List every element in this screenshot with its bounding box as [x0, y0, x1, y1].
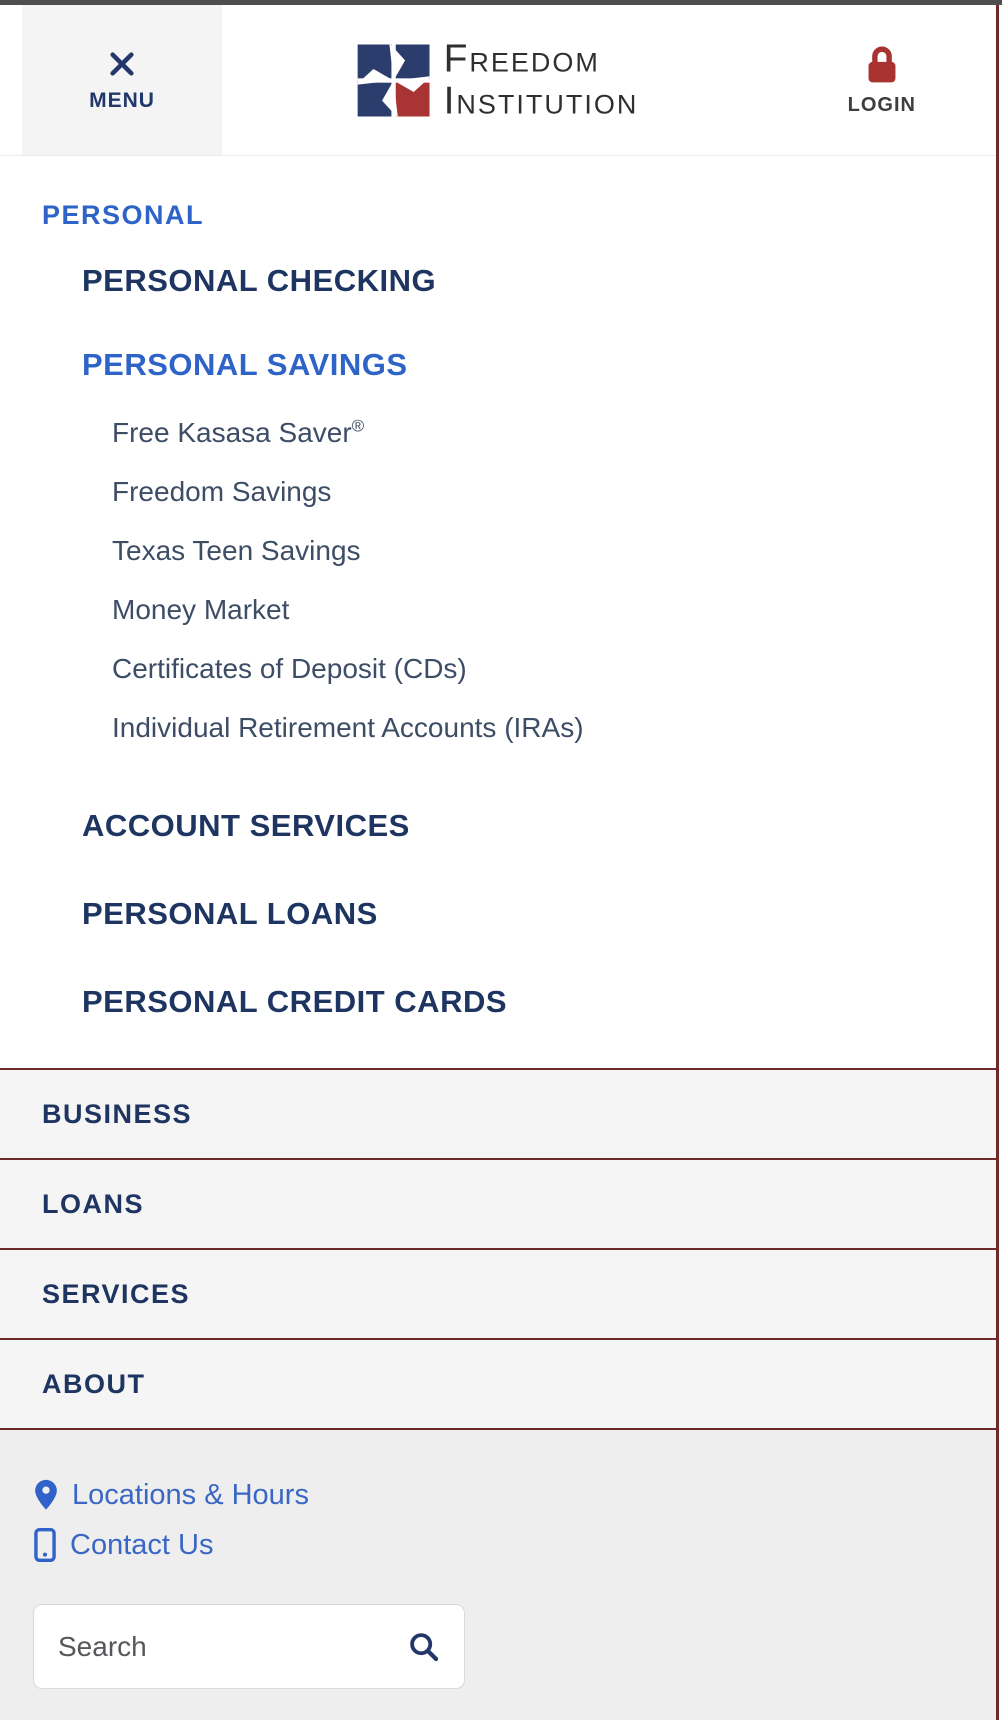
submenu-item-free-kasasa-saver[interactable]: Free Kasasa Saver® — [112, 417, 365, 449]
nav-item-loans[interactable]: LOANS — [0, 1158, 996, 1248]
submenu-item — [112, 594, 996, 626]
logo-wordmark-line2: INSTITUTION — [443, 79, 639, 123]
search-input[interactable] — [33, 1604, 465, 1689]
logo-mark-icon — [358, 44, 430, 116]
nav-item-personal-loans[interactable]: PERSONAL LOANS — [82, 896, 378, 932]
menu-label: MENU — [89, 88, 155, 112]
submenu-item-individual-retirement-accounts[interactable]: Individual Retirement Accounts (IRAs) — [112, 712, 584, 744]
registered-trademark-sup: ® — [351, 417, 365, 436]
close-icon — [106, 48, 138, 80]
site-header — [0, 5, 996, 156]
logo-wordmark — [444, 37, 639, 124]
search-icon[interactable] — [407, 1630, 441, 1664]
nav-item-personal[interactable]: PERSONAL — [42, 200, 205, 230]
nav-item-about[interactable]: ABOUT — [0, 1338, 996, 1428]
submenu-item-freedom-savings[interactable]: Freedom Savings — [112, 476, 332, 508]
submenu-item — [112, 653, 996, 685]
submenu-item — [112, 712, 996, 744]
nav-item-account-services[interactable]: ACCOUNT SERVICES — [82, 808, 410, 844]
submenu-item — [112, 417, 996, 449]
submenu-item-money-market[interactable]: Money Market — [112, 594, 290, 626]
nav-item-personal-checking[interactable]: PERSONAL CHECKING — [82, 263, 437, 298]
menu-footer — [0, 1428, 996, 1720]
nav-item-services[interactable]: SERVICES — [0, 1248, 996, 1338]
mobile-menu-panel — [0, 5, 999, 1720]
site-logo[interactable] — [358, 37, 639, 124]
login-label: LOGIN — [847, 94, 916, 116]
map-pin-icon — [33, 1478, 59, 1512]
contact-us-label: Contact Us — [70, 1528, 214, 1561]
login-button[interactable] — [848, 43, 916, 117]
submenu-item-texas-teen-savings[interactable]: Texas Teen Savings — [112, 535, 361, 567]
mobile-nav-personal-section — [0, 156, 996, 1068]
lock-icon — [863, 43, 901, 87]
menu-close-button[interactable] — [22, 5, 222, 155]
logo-wordmark-line1: FREEDOM — [443, 37, 600, 81]
submenu-item-certificates-of-deposit[interactable]: Certificates of Deposit (CDs) — [112, 653, 467, 685]
mobile-phone-icon — [33, 1528, 57, 1562]
search-box — [33, 1604, 465, 1689]
nav-item-personal-savings[interactable]: PERSONAL SAVINGS — [82, 347, 408, 382]
nav-item-personal-credit-cards[interactable]: PERSONAL CREDIT CARDS — [82, 984, 508, 1020]
locations-hours-link[interactable] — [33, 1474, 309, 1516]
contact-us-link[interactable] — [33, 1524, 213, 1566]
submenu-item — [112, 476, 996, 508]
savings-submenu — [112, 417, 996, 744]
nav-item-business[interactable]: BUSINESS — [0, 1068, 996, 1158]
submenu-item — [112, 535, 996, 567]
locations-hours-label: Locations & Hours — [72, 1478, 309, 1511]
